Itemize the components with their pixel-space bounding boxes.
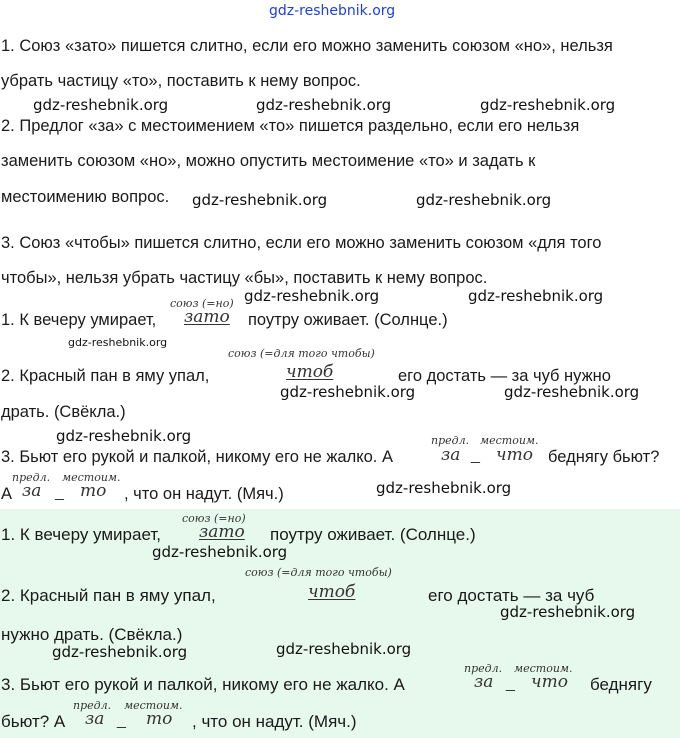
- sentence-2-start: 2. Красный пан в яму упал,: [1, 367, 210, 385]
- annotation-souz-dlya: союз (=для того чтобы): [228, 347, 375, 360]
- answer-word-chtob-text: чтоб: [308, 582, 356, 602]
- watermark: gdz-reshebnik.org: [468, 287, 604, 305]
- rule-2-line-2: заменить союзом «но», можно опустить местоимение «то» и задать к: [1, 152, 536, 170]
- answer-3-end: , что он надут. (Мяч.): [192, 712, 357, 731]
- separator-dash: _: [471, 447, 480, 464]
- watermark: gdz-reshebnik.org: [276, 640, 412, 658]
- word-chto: что: [496, 445, 533, 465]
- sentence-1-start: 1. К вечеру умирает,: [1, 311, 157, 329]
- word-to: то: [80, 481, 107, 501]
- answer-2-end: нужно драть. (Свёкла.): [1, 625, 183, 644]
- rule-1-line-2: убрать частицу «то», поставить к нему вопрос.: [1, 72, 361, 90]
- watermark-small: gdz-reshebnik.org: [68, 336, 168, 349]
- annotation-predl: предл.: [73, 699, 112, 712]
- sentence-2-end: драть. (Свёкла.): [1, 403, 126, 421]
- watermark: gdz-reshebnik.org: [244, 287, 380, 305]
- annotation-mestoim: местоим.: [514, 662, 573, 675]
- watermark: gdz-reshebnik.org: [192, 191, 328, 209]
- annotation-mestoim: местоим.: [62, 471, 121, 484]
- annotation-predl: предл.: [431, 434, 470, 447]
- watermark: gdz-reshebnik.org: [500, 603, 636, 621]
- answer-1-start: 1. К вечеру умирает,: [1, 525, 161, 544]
- watermark: gdz-reshebnik.org: [56, 427, 192, 445]
- watermark: gdz-reshebnik.org: [480, 96, 616, 114]
- annotation-souz-no: союз (=но): [182, 512, 246, 525]
- separator-dash: _: [117, 712, 126, 729]
- sentence-3-start: 3. Бьют его рукой и палкой, никому его не жалко. А: [1, 448, 393, 466]
- word-zato: зато: [184, 307, 230, 327]
- rule-2-line-3: местоимению вопрос.: [1, 188, 170, 206]
- watermark: gdz-reshebnik.org: [256, 96, 392, 114]
- sentence-1-end: поутру оживает. (Солнце.): [248, 311, 448, 329]
- word-chtob-text: чтоб: [286, 362, 334, 382]
- watermark-top[interactable]: gdz-reshebnik.org: [269, 3, 396, 19]
- answer-word-chtob: [308, 582, 355, 602]
- watermark: gdz-reshebnik.org: [33, 96, 169, 114]
- sentence-3-end: , что он надут. (Мяч.): [124, 485, 284, 503]
- watermark: gdz-reshebnik.org: [52, 643, 188, 661]
- rule-3-line-2: чтобы», нельзя убрать частицу «бы», поставить к нему вопрос.: [1, 269, 488, 287]
- sentence-3-middle: беднягу бьют?: [548, 448, 660, 466]
- watermark: gdz-reshebnik.org: [504, 383, 640, 401]
- rule-3-line-1: 3. Союз «чтобы» пишется слитно, если его можно заменить союзом «для того: [1, 234, 602, 252]
- annotation-mestoim: местоим.: [124, 699, 183, 712]
- watermark: gdz-reshebnik.org: [416, 191, 552, 209]
- answer-3-start: 3. Бьют его рукой и палкой, никому его не жалко. А: [1, 675, 405, 694]
- annotation-mestoim: местоим.: [480, 434, 539, 447]
- sentence-2-middle: его достать — за чуб нужно: [398, 367, 611, 385]
- answer-1-end: поутру оживает. (Солнце.): [270, 525, 476, 544]
- separator-dash: _: [55, 484, 64, 501]
- watermark: gdz-reshebnik.org: [280, 383, 416, 401]
- answer-word-za: за: [474, 672, 494, 692]
- answer-word-to: то: [146, 709, 173, 729]
- watermark: gdz-reshebnik.org: [152, 543, 288, 561]
- watermark: gdz-reshebnik.org: [376, 479, 512, 497]
- word-chtob: [286, 362, 333, 382]
- answer-word-zato: зато: [199, 522, 245, 542]
- answer-3-middle: беднягу: [590, 675, 652, 694]
- annotation-souz-dlya: союз (=для того чтобы): [245, 566, 392, 579]
- annotation-predl: предл.: [464, 662, 503, 675]
- separator-dash: _: [506, 675, 515, 692]
- answer-word-chto: что: [531, 672, 568, 692]
- answer-2-middle: его достать — за чуб: [428, 586, 595, 605]
- annotation-predl: предл.: [12, 471, 51, 484]
- annotation-souz-no: союз (=но): [170, 297, 234, 310]
- answer-word-za: за: [85, 709, 105, 729]
- word-za: за: [441, 445, 461, 465]
- word-za: за: [22, 481, 42, 501]
- answer-2-start: 2. Красный пан в яму упал,: [1, 586, 216, 605]
- sentence-3-a: А: [1, 485, 13, 503]
- answer-3-a: бьют? А: [1, 712, 66, 731]
- rule-2-line-1: 2. Предлог «за» с местоимением «то» пишется раздельно, если его нельзя: [1, 117, 580, 135]
- rule-1-line-1: 1. Союз «зато» пишется слитно, если его можно заменить союзом «но», нельзя: [1, 37, 613, 55]
